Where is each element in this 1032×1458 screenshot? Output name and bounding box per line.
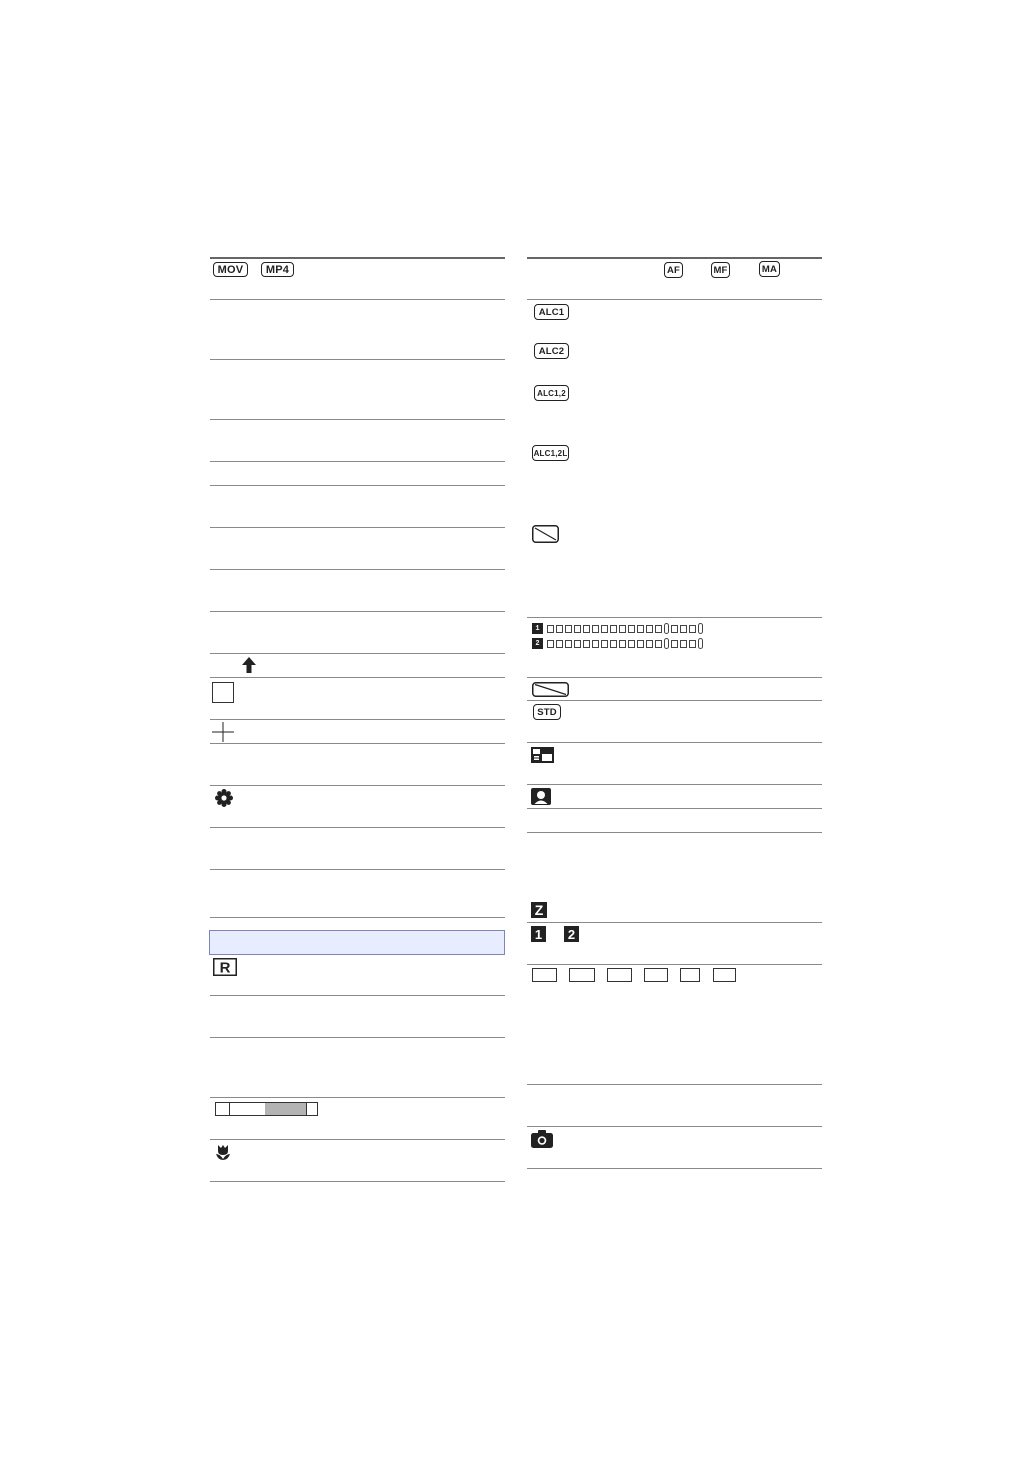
divider: [210, 611, 505, 612]
slot-2-icon: 2: [564, 926, 579, 942]
channel-2-label: 2: [532, 638, 543, 649]
meter-end-mark: [698, 638, 703, 649]
divider: [210, 869, 505, 870]
divider: [527, 1126, 822, 1127]
zoom-bar-icon: [215, 1102, 318, 1116]
empty-badge-icon: [532, 968, 557, 982]
meter-segment: [592, 625, 599, 633]
empty-badge-icon: [569, 968, 595, 982]
divider: [210, 485, 505, 486]
face-detect-icon: [531, 788, 551, 805]
meter-segment: [556, 640, 563, 648]
up-arrow-icon: [242, 657, 256, 673]
meter-end-mark: [698, 623, 703, 634]
mf-focus-icon: MF: [711, 262, 730, 278]
empty-badge-icon: [680, 968, 700, 982]
divider: [210, 917, 505, 918]
meter-segment: [556, 625, 563, 633]
divider: [210, 743, 505, 744]
meter-segment: [646, 640, 653, 648]
meter-segment: [689, 640, 696, 648]
divider: [210, 569, 505, 570]
meter-segment: [619, 640, 626, 648]
divider: [527, 964, 822, 965]
r-badge-icon: [213, 958, 237, 976]
divider: [527, 677, 822, 678]
divider: [527, 700, 822, 701]
divider: [210, 419, 505, 420]
meter-segment: [655, 625, 662, 633]
empty-badge-icon: [644, 968, 668, 982]
slot-1-icon: 1: [531, 926, 546, 942]
meter-segment: [547, 640, 554, 648]
meter-segment: [601, 640, 608, 648]
af-focus-icon: AF: [664, 262, 683, 278]
meter-segment: [601, 625, 608, 633]
meter-segment: [671, 640, 678, 648]
divider: [210, 1037, 505, 1038]
divider: [210, 827, 505, 828]
alc2-icon: ALC2: [534, 343, 569, 359]
meter-segment: [619, 625, 626, 633]
meter-segment: [646, 625, 653, 633]
divider: [210, 653, 505, 654]
meter-segment: [637, 640, 644, 648]
meter-segment: [671, 625, 678, 633]
crosshair-icon: [212, 722, 234, 742]
meter-segment: [637, 625, 644, 633]
wide-slash-box-icon: [532, 682, 569, 697]
meter-segment: [610, 625, 617, 633]
meter-segment: [680, 625, 687, 633]
ma-focus-icon: MA: [759, 261, 780, 277]
audio-meter-ch2: [532, 638, 703, 649]
slash-box-icon: [532, 525, 559, 543]
audio-meter-ch1: [532, 623, 703, 634]
meter-peak-mark: [664, 638, 669, 649]
divider: [527, 1084, 822, 1085]
meter-segment: [680, 640, 687, 648]
divider: [210, 1097, 505, 1098]
alc12l-icon: ALC1,2L: [532, 445, 569, 461]
divider: [210, 719, 505, 720]
meter-segment: [610, 640, 617, 648]
meter-segment: [574, 625, 581, 633]
divider: [210, 257, 505, 259]
mov-format-icon: MOV: [213, 262, 248, 277]
meter-segment: [583, 625, 590, 633]
divider: [210, 677, 505, 678]
divider: [527, 1168, 822, 1169]
divider: [210, 1139, 505, 1140]
gear-flower-icon: [215, 789, 233, 807]
z-badge-icon: Z: [531, 902, 547, 918]
divider: [527, 299, 822, 300]
meter-segment: [565, 625, 572, 633]
divider: [527, 784, 822, 785]
divider: [210, 527, 505, 528]
macro-tulip-icon: [215, 1144, 231, 1160]
meter-segment: [574, 640, 581, 648]
camera-icon: [531, 1130, 553, 1148]
divider: [527, 922, 822, 923]
meter-peak-mark: [664, 623, 669, 634]
alc1-icon: ALC1: [534, 304, 569, 320]
divider: [210, 1181, 505, 1182]
divider: [527, 808, 822, 809]
divider: [527, 617, 822, 618]
meter-segment: [592, 640, 599, 648]
mp4-format-icon: MP4: [261, 262, 294, 277]
square-frame-icon: [212, 682, 234, 703]
alc12-icon: ALC1,2: [534, 385, 569, 401]
empty-badge-icon: [607, 968, 632, 982]
meter-segment: [583, 640, 590, 648]
divider: [527, 257, 822, 259]
meter-segment: [547, 625, 554, 633]
divider: [210, 785, 505, 786]
divider: [210, 995, 505, 996]
picture-profile-icon: [531, 747, 554, 763]
meter-segment: [565, 640, 572, 648]
divider: [210, 359, 505, 360]
divider: [527, 832, 822, 833]
channel-1-label: 1: [532, 623, 543, 634]
meter-segment: [628, 640, 635, 648]
meter-segment: [655, 640, 662, 648]
divider: [210, 299, 505, 300]
divider: [527, 742, 822, 743]
divider: [210, 461, 505, 462]
section-header-bar: [209, 930, 505, 955]
empty-badge-icon: [713, 968, 736, 982]
meter-segment: [628, 625, 635, 633]
meter-segment: [689, 625, 696, 633]
std-icon: STD: [533, 704, 561, 720]
svg-text:R: R: [219, 959, 231, 976]
